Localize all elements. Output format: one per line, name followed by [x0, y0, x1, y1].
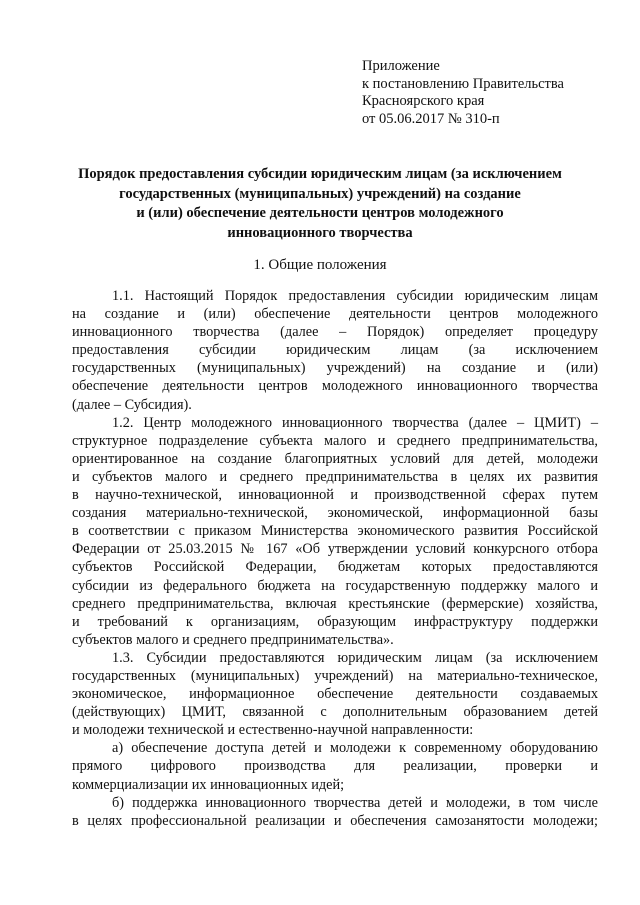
body-line: 1.1. Настоящий Порядок предоставления субсидии юридическим лицам [112, 288, 598, 304]
body-line: предоставления субсидии юридическим лицам (за исключением [72, 342, 598, 359]
body-line: субъектов Российской Федерации, бюджетам которых предоставляются [72, 559, 598, 576]
body-line: обеспечение деятельности центров молодежного инновационного творчества [72, 378, 598, 395]
body-line: субъектов малого и среднего предпринимательства». [72, 631, 394, 648]
body-line: и молодежи технической и естественно-научной направленности: [72, 722, 474, 739]
title-line: государственных (муниципальных) учреждений) на создание [119, 185, 521, 202]
title-line: Порядок предоставления субсидии юридическим лицам (за исключением [78, 166, 562, 182]
appendix-line: к постановлению Правительства [362, 75, 564, 92]
body-line: структурное подразделение субъекта малого и среднего предпринимательства, [72, 432, 598, 449]
document-body [72, 287, 598, 830]
appendix-line: Красноярского края [362, 93, 485, 109]
body-line: в научно-технической, инновационной и производственной сферах путем [72, 487, 598, 504]
document-title [60, 165, 580, 243]
body-line: субсидии из федерального бюджета на государственную поддержку малого и [72, 577, 598, 594]
body-line: б) поддержка инновационного творчества детей и молодежи, в том числе [112, 794, 598, 811]
body-line: 1.3. Субсидии предоставляются юридическим лицам (за исключением [112, 649, 598, 666]
title-line: и (или) обеспечение деятельности центров молодежного [136, 205, 504, 221]
body-line: в соответствии с приказом Министерства экономического развития Российской [72, 523, 598, 540]
body-line: создания материально-технической, экономической, информационной базы [72, 505, 598, 522]
body-line: коммерциализации их инновационных идей; [72, 776, 345, 793]
body-line: а) обеспечение доступа детей и молодежи к современному оборудованию [112, 740, 598, 757]
body-line: экономическое, информационное обеспечение деятельности создаваемых [72, 686, 598, 703]
body-line: прямого цифрового производства для реализации, проверки и [72, 758, 598, 775]
body-line: и субъектов малого и среднего предпринимательства в целях их развития [72, 468, 598, 485]
section-heading: 1. Общие положения [253, 257, 387, 273]
appendix-header [362, 58, 564, 128]
body-line: (далее – Субсидия). [72, 396, 192, 413]
appendix-line: Приложение [362, 58, 440, 74]
body-line: 1.2. Центр молодежного инновационного творчества (далее – ЦМИТ) – [112, 414, 598, 431]
body-line: государственных (муниципальных) учреждений) на создание и (или) [72, 360, 598, 377]
body-line: инновационного творчества (далее – Порядок) определяет процедуру [72, 324, 598, 341]
body-line: и требований к организациям, образующим инфраструктуру поддержки [72, 613, 598, 630]
title-line: инновационного творчества [227, 224, 413, 241]
body-line: ориентированное на создание благоприятных условий для детей, молодежи [72, 450, 598, 467]
body-line: среднего предпринимательства, включая крестьянские (фермерские) хозяйства, [72, 595, 598, 612]
body-line: государственных (муниципальных) учреждений) на материально-техническое, [72, 667, 598, 684]
body-line: (действующих) ЦМИТ, связанной с дополнительным образованием детей [72, 704, 598, 721]
body-line: Федерации от 25.03.2015 № 167 «Об утверждении условий конкурсного отбора [72, 541, 598, 558]
appendix-line: от 05.06.2017 № 310-п [362, 110, 500, 127]
body-line: на создание и (или) обеспечение деятельности центров молодежного [72, 306, 598, 323]
body-line: в целях профессиональной реализации и обеспечения самозанятости молодежи; [72, 812, 598, 829]
